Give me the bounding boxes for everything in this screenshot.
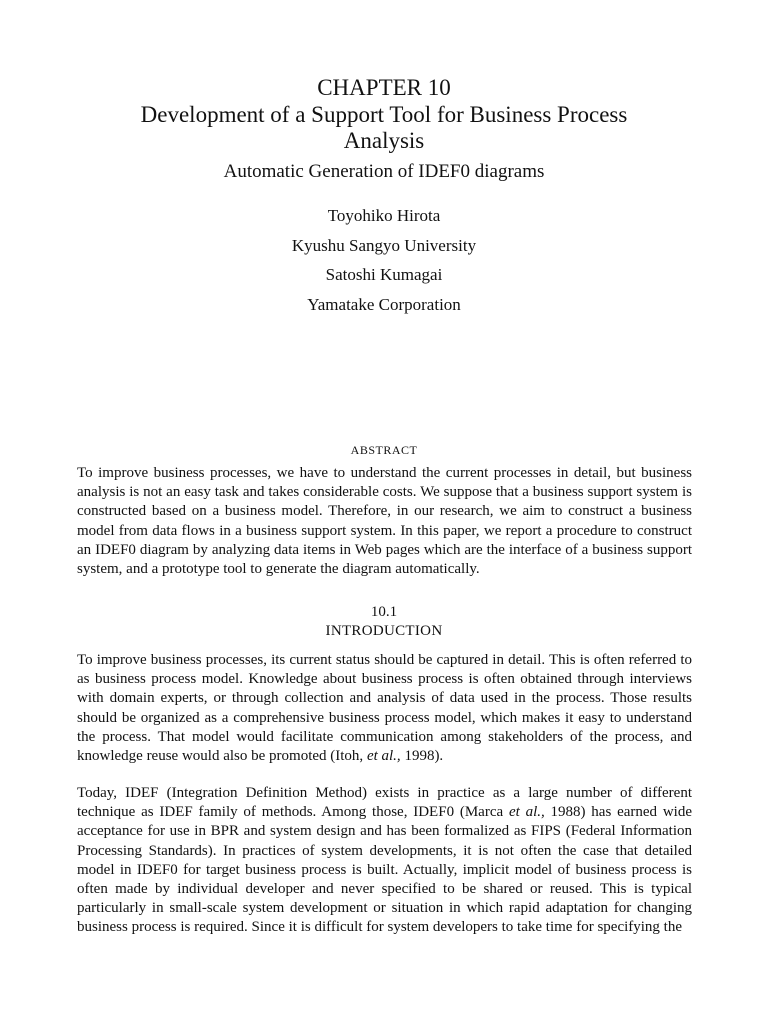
intro-paragraph-2 (77, 784, 692, 938)
section-number: 10.1 (370, 604, 398, 620)
abstract-body: To improve business processes, we have to understand the current processes in detail, but business analysis is not an easy task and takes considerable costs. We suppose that a business support system is constructed based on a business model. Therefore, in our research, we aim to construct a business model from data flows in a business support system. In this paper, we report a procedure to construct an IDEF0 diagram by analyzing data items in Web pages which are the interface of a business support system, and a prototype tool to generate the diagram automatically. (77, 465, 692, 578)
chapter-title: Development of a Support Tool for Business Process Analysis (140, 102, 628, 153)
abstract-heading: ABSTRACT (350, 443, 418, 457)
intro-paragraph-1 (77, 651, 692, 766)
intro-paragraph-1-tail: 1998). (400, 748, 444, 765)
citation-et-al: et al., (508, 804, 545, 821)
intro-paragraph-2-rest: 1988) has earned wide acceptance for use in BPR and system design and has been formalized as FIPS (Federal Information Processing Standards). In practices of system developments, it is not often the case that detailed model in IDEF0 for target business process is built. Actually, implicit model of business process is often made by individual developer and never specified to be shared or reused. This is typical particularly in small-scale system development or situation in which rapid adaptation for changing business process is required. Since it is difficult for system developers to take time for specifying the (77, 804, 692, 936)
intro-paragraph-2-text: Today, IDEF (Integration Definition Method) exists in practice as a large number of different technique as IDEF family of methods. Among those, IDEF0 (Marca (77, 785, 692, 821)
section-title: INTRODUCTION (325, 623, 443, 639)
author-name-1: Toyohiko Hirota (327, 206, 441, 225)
author-name-2: Satoshi Kumagai (325, 265, 443, 284)
chapter-subtitle: Automatic Generation of IDEF0 diagrams (223, 161, 545, 182)
author-affiliation-2: Yamatake Corporation (307, 295, 461, 314)
intro-paragraph-1-text: To improve business processes, its current status should be captured in detail. This is often referred to as business process model. Knowledge about business process is often obtained through interviews with domain experts, or through collection and analysis of data used in the process. Those results should be organized as a comprehensive business process model, which makes it easy to understand the process. That model would facilitate communication among stakeholders of the process, and knowledge reuse would also be promoted (Itoh, (77, 652, 692, 765)
citation-et-al: et al., (366, 748, 401, 765)
author-affiliation-1: Kyushu Sangyo University (291, 236, 477, 255)
chapter-number: CHAPTER 10 (317, 75, 451, 100)
